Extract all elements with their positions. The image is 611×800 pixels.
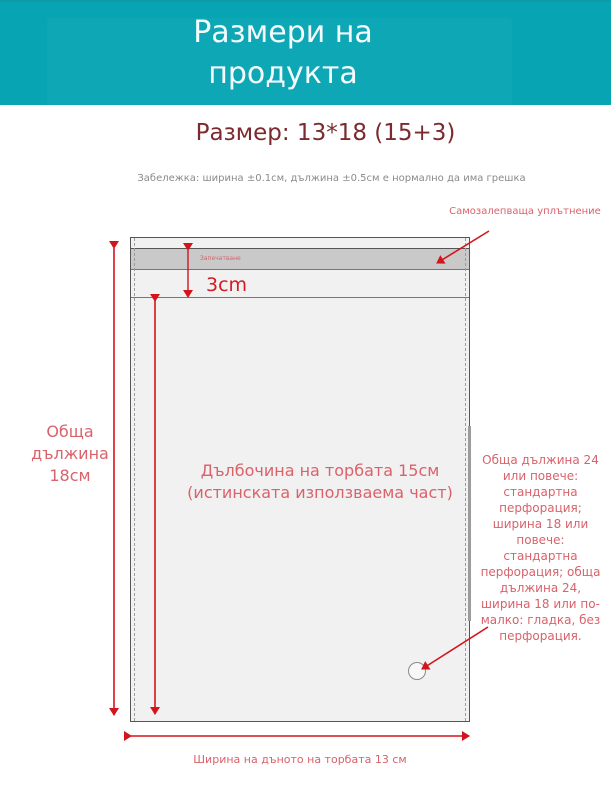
tolerance-note: Забележка: ширина ±0.1см, дължина ±0.5см е нормално да има грешка [137, 173, 526, 184]
depth-line2: (истинската използваема част) [187, 483, 453, 502]
total-length-line2: дължина [31, 444, 109, 463]
page-title-line2: продукта [208, 56, 358, 91]
total-length-line1: Обща [46, 422, 94, 441]
total-length-label [25, 421, 115, 487]
depth-line1: Дълбочина на торбата 15см [200, 461, 440, 480]
depth-label [170, 460, 470, 504]
page-title-line1: Размери на [193, 15, 373, 50]
perforation-note: Обща дължина 24 или повече: стандартна перфорация; ширина 18 или повече: стандартна перфорация; обща дължина 24, ширина 18 или по-малко: гладка, без перфорация. [480, 453, 601, 643]
flap-size-label: 3cm [206, 274, 248, 296]
seal-pointer-arrow [437, 231, 489, 263]
total-length-line3: 18см [49, 466, 91, 485]
sealing-band-label: Запечатване [200, 255, 241, 262]
bottom-width-label: Ширина на дъното на торбата 13 см [193, 753, 407, 766]
seal-label: Самозалепваща уплътнение [449, 206, 601, 217]
size-title: Размер: 13*18 (15+3) [195, 120, 456, 146]
